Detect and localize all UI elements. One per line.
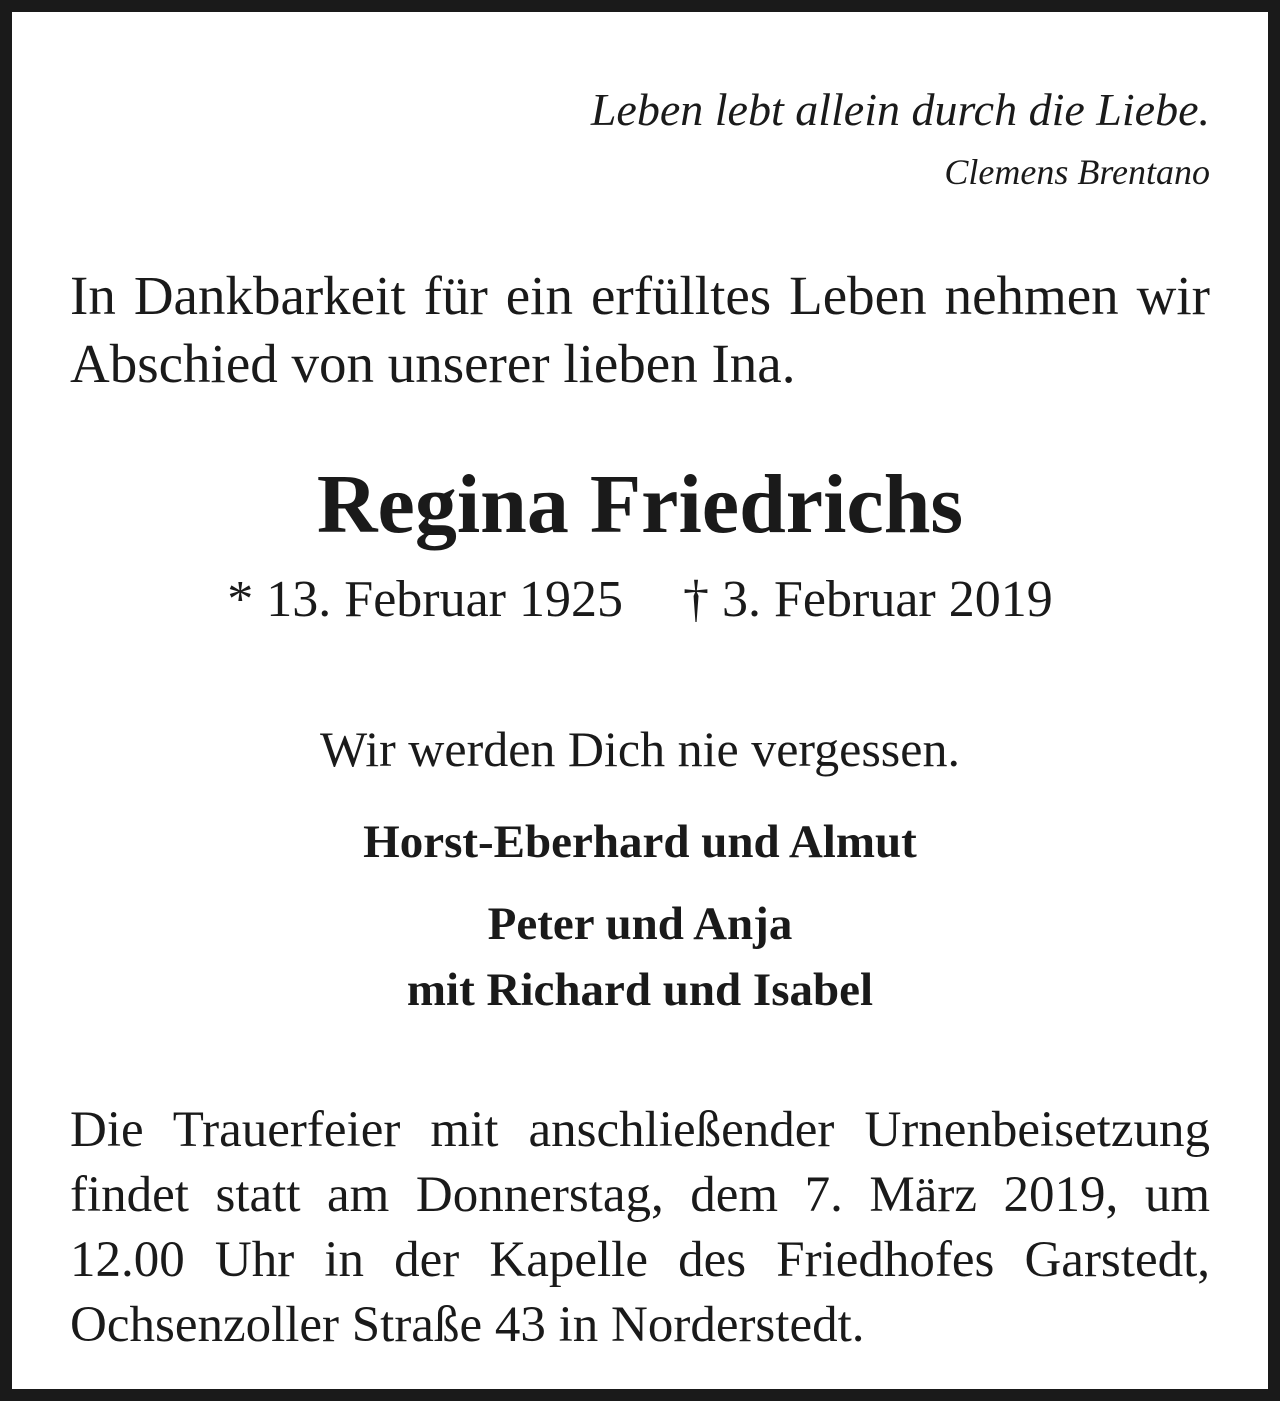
family-signatures: [12, 809, 1268, 1023]
deceased-name: Regina Friedrichs: [316, 458, 964, 551]
remembrance-text: Wir werden Dich nie vergessen.: [320, 721, 960, 777]
death-date: † 3. Februar 2019: [683, 571, 1053, 628]
intro-text: In Dankbarkeit für ein erfülltes Leben nehmen wir Abschied von unserer lieben Ina.: [70, 265, 1210, 394]
birth-date: * 13. Februar 1925: [227, 571, 623, 628]
service-details: Die Trauerfeier mit anschließender Urnenbeisetzung findet statt am Donnerstag, dem 7. März 2019, um 12.00 Uhr in der Kapelle des Friedhofes Garstedt, Ochsenzoller Straße 43 in Norderstedt.: [70, 1102, 1210, 1353]
motto-quote: Leben lebt allein durch die Liebe.: [590, 84, 1210, 135]
family-line: Horst-Eberhard und Almut: [363, 816, 917, 868]
family-line: mit Richard und Isabel: [406, 964, 874, 1016]
family-line: Peter und Anja: [487, 898, 793, 950]
motto-block: [591, 80, 1210, 194]
motto-author: Clemens Brentano: [944, 152, 1210, 192]
life-dates: [12, 568, 1268, 632]
